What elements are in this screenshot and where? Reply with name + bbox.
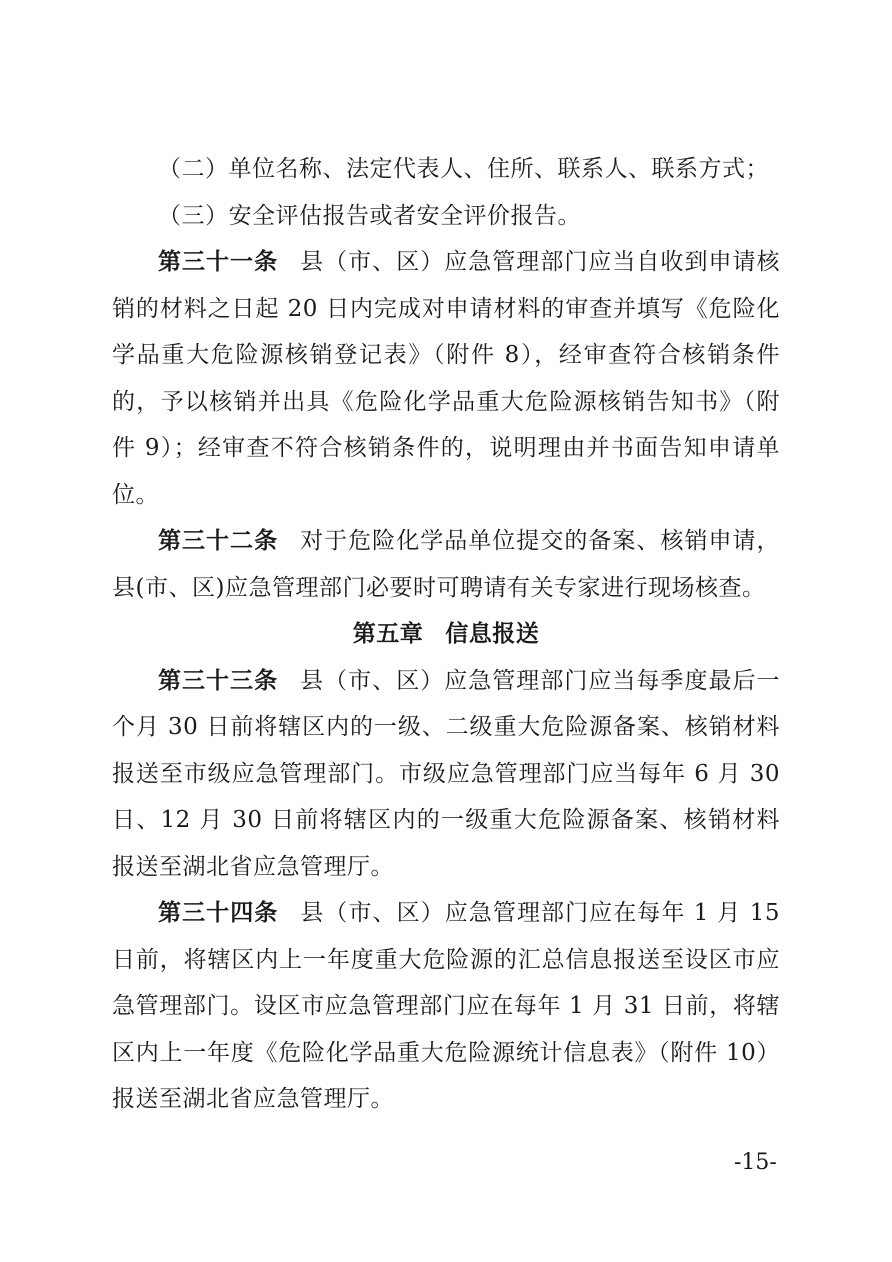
clause-text: （二）单位名称、法定代表人、住所、联系人、联系方式； <box>158 156 769 182</box>
article-number: 第三十三条 <box>158 667 279 694</box>
article-text: 县（市、区）应急管理部门应当每季度最后一个月 30 日前将辖区内的一级、二级重大危险源备案、核销材料报送至市级应急管理部门。市级应急管理部门应当每年 6 月 30 日、12 月 30 日前将辖区内的一级重大危险源备案、核销材料报送至湖北省应急管理厅。 <box>112 667 781 880</box>
article-32 <box>112 518 780 611</box>
chapter-number: 第五章 <box>352 621 424 647</box>
clause-3 <box>112 193 780 240</box>
article-number: 第三十一条 <box>158 249 279 275</box>
chapter-heading <box>112 611 780 658</box>
article-31 <box>112 239 780 518</box>
clause-2 <box>112 146 780 193</box>
clause-text: （三）安全评估报告或者安全评价报告。 <box>158 202 581 229</box>
article-text: 县（市、区）应急管理部门应在每年 1 月 15 日前，将辖区内上一年度重大危险源的汇总信息报送至设区市应急管理部门。设区市应急管理部门应在每年 1 月 31 日前，将辖区内上一年度《危险化学品重大危险源统计信息表》（附件 10）报送至湖北省应急管理厅。 <box>112 900 781 1112</box>
article-number: 第三十二条 <box>158 528 279 554</box>
document-body <box>112 146 780 1123</box>
article-34 <box>112 890 780 1123</box>
article-text: 县（市、区）应急管理部门应当自收到申请核销的材料之日起 20 日内完成对申请材料的审查并填写《危险化学品重大危险源核销登记表》（附件 8），经审查符合核销条件的，予以核销并出具《危险化学品重大危险源核销告知书》（附件 9）；经审查不符合核销条件的，说明理由并书面告知申请单位。 <box>112 249 781 508</box>
article-33 <box>112 658 780 891</box>
article-text: 对于危险化学品单位提交的备案、核销申请，县(市、区)应急管理部门必要时可聘请有关专家进行现场核查。 <box>112 528 781 601</box>
article-number: 第三十四条 <box>158 900 279 926</box>
page-number: -15- <box>734 1150 777 1175</box>
chapter-title: 信息报送 <box>445 621 540 647</box>
